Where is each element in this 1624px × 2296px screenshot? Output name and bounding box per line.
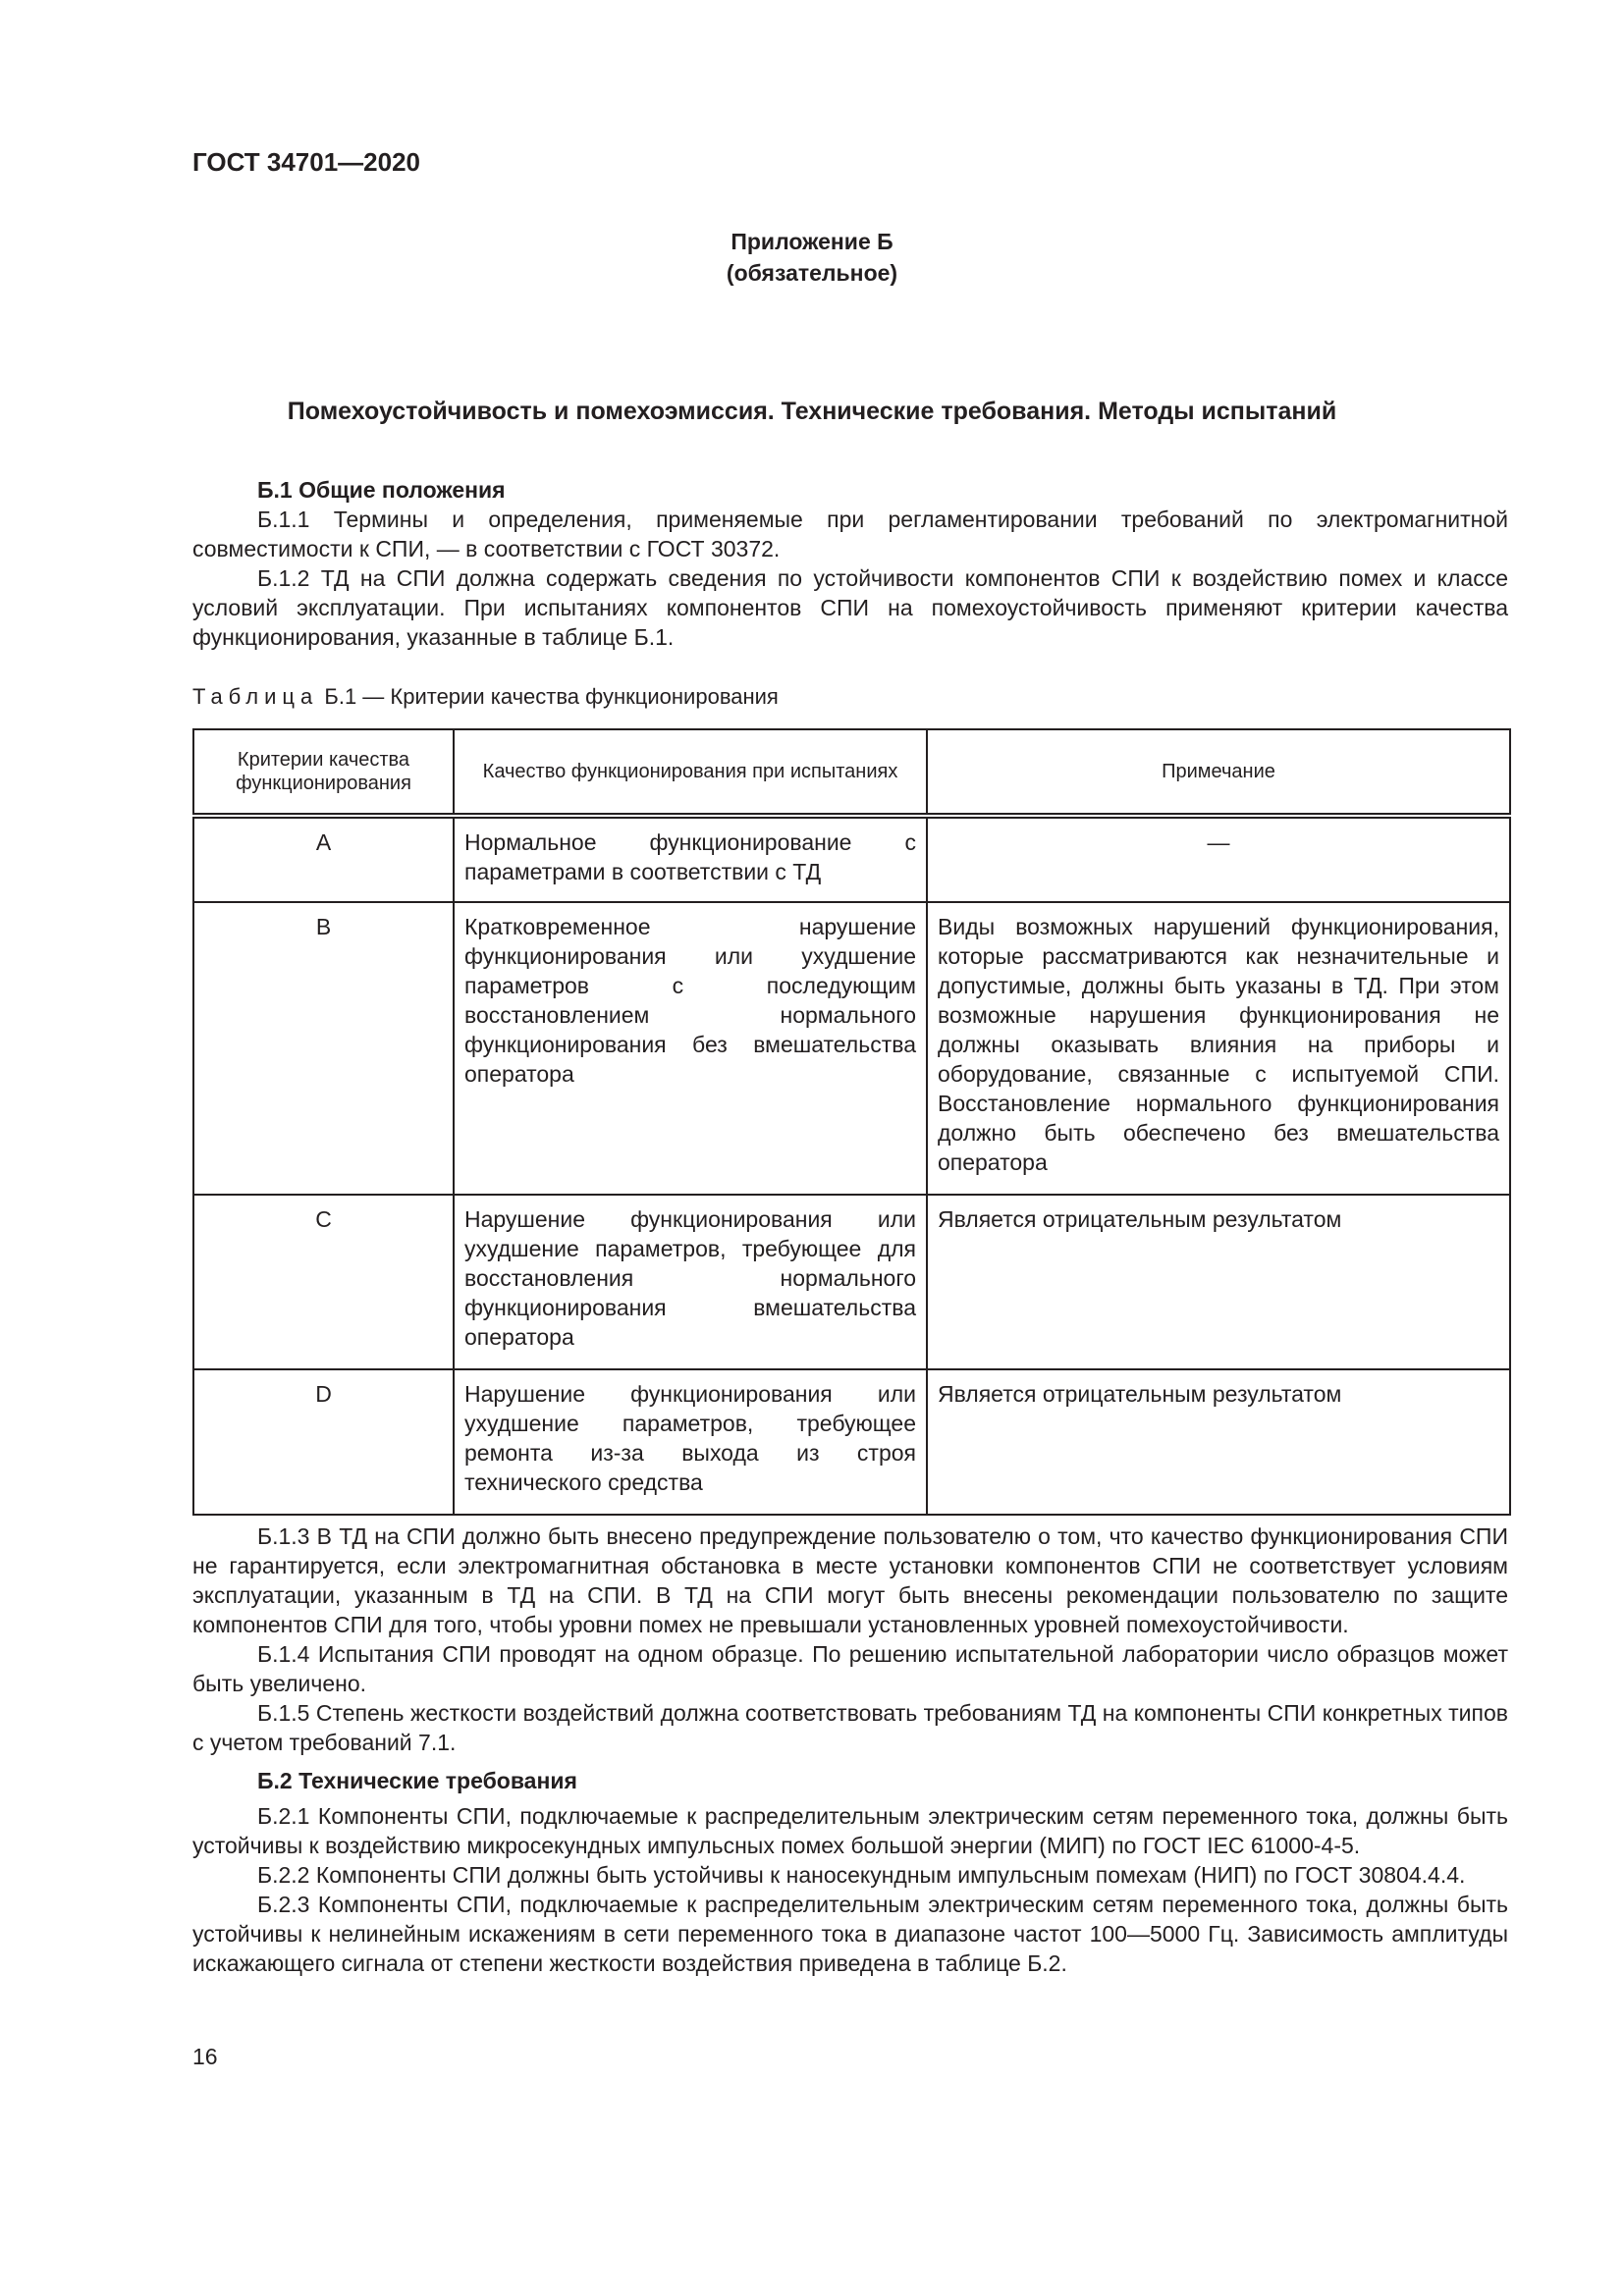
column-header-note: Примечание bbox=[927, 729, 1510, 816]
paragraph: Б.2.3 Компоненты СПИ, подключаемые к распределительным электрическим сетям переменного тока, должны быть устойчивы к нелинейным искажениям в сети переменного тока в диапазоне частот 100—5000 Гц. Зависимость амплитуды искажающего сигнала от степени жесткости воздействия приведена в таблице Б.2. bbox=[192, 1892, 1508, 1976]
table-header-row bbox=[193, 729, 1510, 816]
section-heading: Б.1 Общие положения bbox=[257, 477, 506, 503]
standard-number: ГОСТ 34701—2020 bbox=[192, 147, 420, 177]
column-header-quality: Качество функционирования при испытаниях bbox=[454, 729, 927, 816]
note-text: Виды возможных нарушений функционирования, которые рассматриваются как незначительные и допустимые, должны быть указаны в ТД. При этом возможные нарушения функционирования не должны оказывать влияния на приборы и оборудование, связанные с испытуемой СПИ. Восстановление нормального функционирования должно быть обеспечено без вмешательства оператора bbox=[927, 902, 1510, 1195]
section-b1-continued-and-b2 bbox=[192, 1522, 1508, 1978]
criteria-code: A bbox=[193, 816, 454, 902]
paragraph: Б.1.4 Испытания СПИ проводят на одном образце. По решению испытательной лаборатории число образцов может быть увеличено. bbox=[192, 1641, 1508, 1696]
section-b1 bbox=[192, 475, 1508, 652]
table-row bbox=[193, 1195, 1510, 1369]
paragraph: Б.2.2 Компоненты СПИ должны быть устойчивы к наносекундным импульсным помехам (НИП) по ГОСТ 30804.4.4. bbox=[257, 1862, 1466, 1888]
paragraph: Б.1.1 Термины и определения, применяемые при регламентировании требований по электромагнитной совместимости к СПИ, — в соответствии с ГОСТ 30372. bbox=[192, 507, 1508, 561]
column-header-criteria: Критерии качества функционирования bbox=[193, 729, 454, 816]
table-row bbox=[193, 1369, 1510, 1515]
page-number: 16 bbox=[192, 2044, 218, 2069]
quality-description: Нарушение функционирования или ухудшение параметров, требующее ремонта из-за выхода из строя технического средства bbox=[454, 1369, 927, 1515]
quality-description: Нормальное функционирование с параметрами в соответствии с ТД bbox=[454, 816, 927, 902]
appendix-heading bbox=[0, 226, 1624, 289]
criteria-code: B bbox=[193, 902, 454, 1195]
paragraph: Б.1.3 В ТД на СПИ должно быть внесено предупреждение пользователю о том, что качество функционирования СПИ не гарантируется, если электромагнитная обстановка в месте установки компонентов СПИ не соответствует условиям эксплуатации, указанным в ТД на СПИ. В ТД на СПИ могут быть внесены рекомендации пользователю по защите компонентов СПИ для того, чтобы уровни помех не превышали установленных уровней помехоустойчивости. bbox=[192, 1523, 1508, 1637]
paragraph: Б.1.5 Степень жесткости воздействий должна соответствовать требованиям ТД на компоненты СПИ конкретных типов с учетом требований 7.1. bbox=[192, 1700, 1508, 1755]
table-caption-text: Б.1 — Критерии качества функционирования bbox=[324, 684, 779, 709]
quality-description: Нарушение функционирования или ухудшение параметров, требующее для восстановления нормального функционирования вмешательства оператора bbox=[454, 1195, 927, 1369]
quality-description: Кратковременное нарушение функционирования или ухудшение параметров с последующим восстановлением нормального функционирования без вмешательства оператора bbox=[454, 902, 927, 1195]
paragraph: Б.2.1 Компоненты СПИ, подключаемые к распределительным электрическим сетям переменного тока, должны быть устойчивы к воздействию микросекундных импульсных помех большой энергии (МИП) по ГОСТ IEC 61000-4-5. bbox=[192, 1803, 1508, 1858]
table-caption-label: Таблица bbox=[192, 684, 319, 709]
note-text: — bbox=[927, 816, 1510, 902]
criteria-table bbox=[192, 728, 1511, 1516]
appendix-status: (обязательное) bbox=[726, 260, 898, 286]
criteria-code: C bbox=[193, 1195, 454, 1369]
note-text: Является отрицательным результатом bbox=[927, 1369, 1510, 1515]
criteria-code: D bbox=[193, 1369, 454, 1515]
table-row bbox=[193, 902, 1510, 1195]
appendix-title: Приложение Б bbox=[731, 229, 893, 254]
section-heading: Б.2 Технические требования bbox=[257, 1768, 577, 1793]
table-caption bbox=[192, 684, 779, 710]
paragraph: Б.1.2 ТД на СПИ должна содержать сведения по устойчивости компонентов СПИ к воздействию помех и классе условий эксплуатации. При испытаниях компонентов СПИ на помехоустойчивость применяют критерии качества функционирования, указанные в таблице Б.1. bbox=[192, 565, 1508, 650]
table-row bbox=[193, 816, 1510, 902]
note-text: Является отрицательным результатом bbox=[927, 1195, 1510, 1369]
document-title: Помехоустойчивость и помехоэмиссия. Технические требования. Методы испытаний bbox=[287, 398, 1337, 425]
